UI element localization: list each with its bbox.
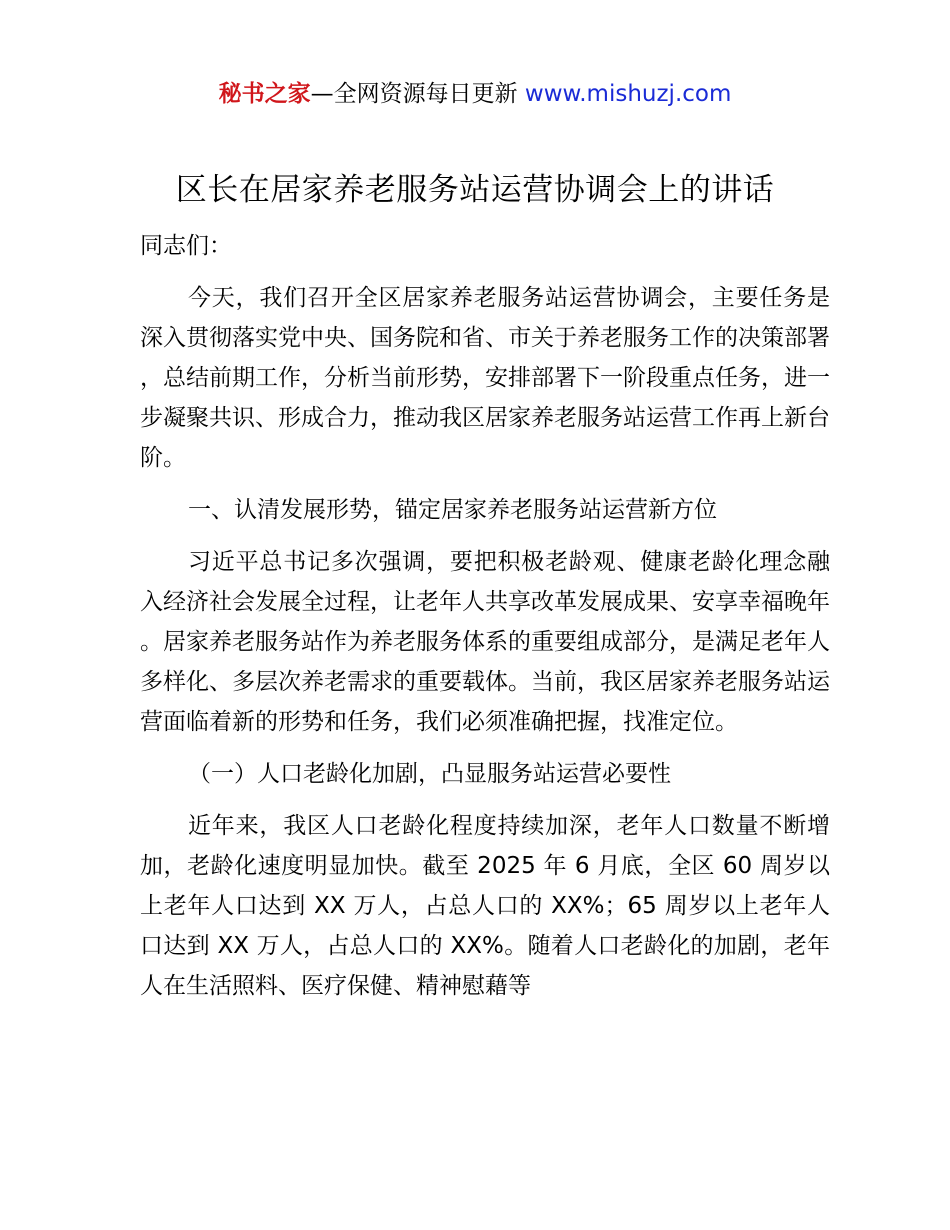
site-brand-name: 秘书之家 [218, 81, 311, 107]
site-header-banner [0, 78, 950, 110]
site-slogan: —全网资源每日更新 [310, 81, 518, 107]
paragraph-subsection-1: 近年来，我区人口老龄化程度持续加深，老年人口数量不断增加，老龄化速度明显加快。截至 2025 年 6 月底，全区 60 周岁以上老年人口达到 XX 万人，占总人口的 XX%；65 周岁以上老年人口达到 XX 万人，占总人口的 XX%。随着人口老龄化的加剧，老年人在生活照料、医疗保健、精神慰藉等 [140, 813, 830, 999]
document-title: 区长在居家养老服务站运营协调会上的讲话 [175, 172, 775, 208]
site-url-link[interactable]: www.mishuzj.com [524, 81, 732, 107]
salutation: 同志们： [140, 233, 232, 259]
paragraph-intro: 今天，我们召开全区居家养老服务站运营协调会，主要任务是深入贯彻落实党中央、国务院和省、市关于养老服务工作的决策部署，总结前期工作，分析当前形势，安排部署下一阶段重点任务，进一步凝聚共识、形成合力，推动我区居家养老服务站运营工作再上新台阶。 [140, 285, 830, 471]
document-body [140, 226, 830, 1006]
section-heading-1: 一、认清发展形势，锚定居家养老服务站运营新方位 [188, 497, 717, 523]
subsection-heading-1: （一）人口老龄化加剧，凸显服务站运营必要性 [188, 761, 671, 787]
paragraph-section-1: 习近平总书记多次强调，要把积极老龄观、健康老龄化理念融入经济社会发展全过程，让老年人共享改革发展成果、安享幸福晚年。居家养老服务站作为养老服务体系的重要组成部分，是满足老年人多样化、多层次养老需求的重要载体。当前，我区居家养老服务站运营面临着新的形势和任务，我们必须准确把握，找准定位。 [140, 549, 830, 735]
